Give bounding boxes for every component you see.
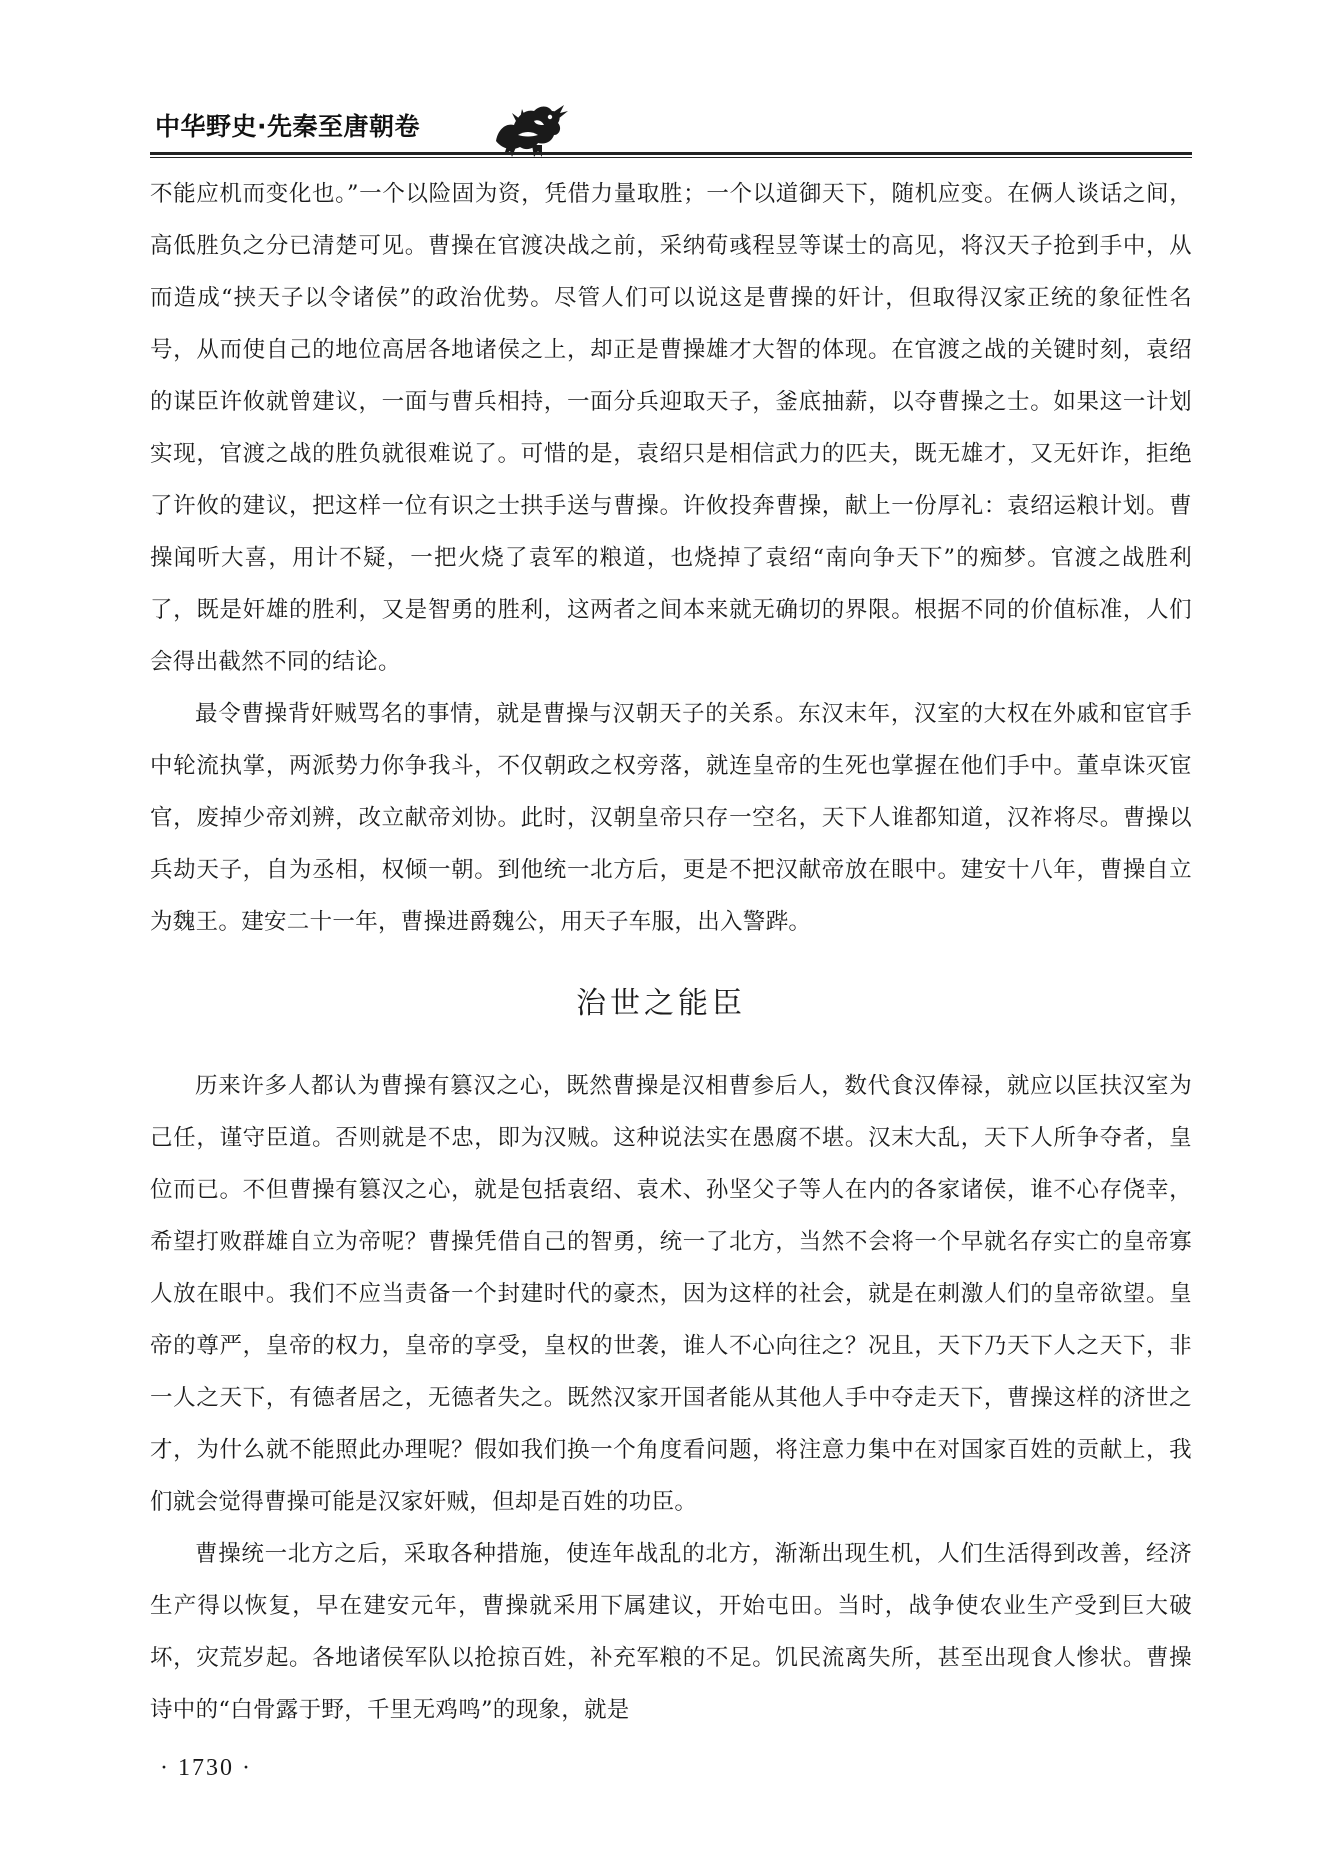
header-rule-thin — [150, 157, 1192, 158]
paragraph: 不能应机而变化也。”一个以险固为资，凭借力量取胜；一个以道御天下，随机应变。在俩人谈话之间，高低胜负之分已清楚可见。曹操在官渡决战之前，采纳荀彧程昱等谋士的高见，将汉天子抢到手中，从而造成“挟天子以令诸侯”的政治优势。尽管人们可以说这是曹操的奸计，但取得汉家正统的象征性名号，从而使自己的地位高居各地诸侯之上，却正是曹操雄才大智的体现。在官渡之战的关键时刻，袁绍的谋臣许攸就曾建议，一面与曹兵相持，一面分兵迎取天子，釜底抽薪，以夺曹操之士。如果这一计划实现，官渡之战的胜负就很难说了。可惜的是，袁绍只是相信武力的匹夫，既无雄才，又无奸诈，拒绝了许攸的建议，把这样一位有识之士拱手送与曹操。许攸投奔曹操，献上一份厚礼：袁绍运粮计划。曹操闻听大喜，用计不疑，一把火烧了袁军的粮道，也烧掉了袁绍“南向争天下”的痴梦。官渡之战胜利了，既是奸雄的胜利，又是智勇的胜利，这两者之间本来就无确切的界限。根据不同的价值标准，人们会得出截然不同的结论。 — [150, 181, 1192, 675]
paragraph: 曹操统一北方之后，采取各种措施，使连年战乱的北方，渐渐出现生机，人们生活得到改善，经济生产得以恢复，早在建安元年，曹操就采用下属建议，开始屯田。当时，战争使农业生产受到巨大破坏，灾荒岁起。各地诸侯军队以抢掠百姓，补充军粮的不足。饥民流离失所，甚至出现食人惨状。曹操诗中的“白骨露于野，千里无鸡鸣”的现象，就是 — [150, 1541, 1192, 1723]
body-text-top — [150, 168, 1192, 948]
page-number: · 1730 · — [160, 1755, 252, 1781]
section-heading: 治世之能臣 — [576, 986, 746, 1021]
book-title: 中华野史·先秦至唐朝卷 — [155, 112, 420, 141]
header-rule — [150, 152, 1192, 155]
body-text-bottom — [150, 1060, 1192, 1736]
dragon-emblem-icon — [488, 95, 568, 159]
paragraph: 最令曹操背奸贼骂名的事情，就是曹操与汉朝天子的关系。东汉末年，汉室的大权在外戚和宦官手中轮流执掌，两派势力你争我斗，不仅朝政之权旁落，就连皇帝的生死也掌握在他们手中。董卓诛灭宦官，废掉少帝刘辨，改立献帝刘协。此时，汉朝皇帝只存一空名，天下人谁都知道，汉祚将尽。曹操以兵劫天子，自为丞相，权倾一朝。到他统一北方后，更是不把汉献帝放在眼中。建安十八年，曹操自立为魏王。建安二十一年，曹操进爵魏公，用天子车服，出入警跸。 — [150, 701, 1192, 935]
paragraph: 历来许多人都认为曹操有篡汉之心，既然曹操是汉相曹参后人，数代食汉俸禄，就应以匡扶汉室为己任，谨守臣道。否则就是不忠，即为汉贼。这种说法实在愚腐不堪。汉末大乱，天下人所争夺者，皇位而已。不但曹操有篡汉之心，就是包括袁绍、袁术、孙坚父子等人在内的各家诸侯，谁不心存侥幸，希望打败群雄自立为帝呢？曹操凭借自己的智勇，统一了北方，当然不会将一个早就名存实亡的皇帝寡人放在眼中。我们不应当责备一个封建时代的豪杰，因为这样的社会，就是在刺激人们的皇帝欲望。皇帝的尊严，皇帝的权力，皇帝的享受，皇权的世袭，谁人不心向往之？况且，天下乃天下人之天下，非一人之天下，有德者居之，无德者失之。既然汉家开国者能从其他人手中夺走天下，曹操这样的济世之才，为什么就不能照此办理呢？假如我们换一个角度看问题，将注意力集中在对国家百姓的贡献上，我们就会觉得曹操可能是汉家奸贼，但却是百姓的功臣。 — [150, 1073, 1192, 1515]
